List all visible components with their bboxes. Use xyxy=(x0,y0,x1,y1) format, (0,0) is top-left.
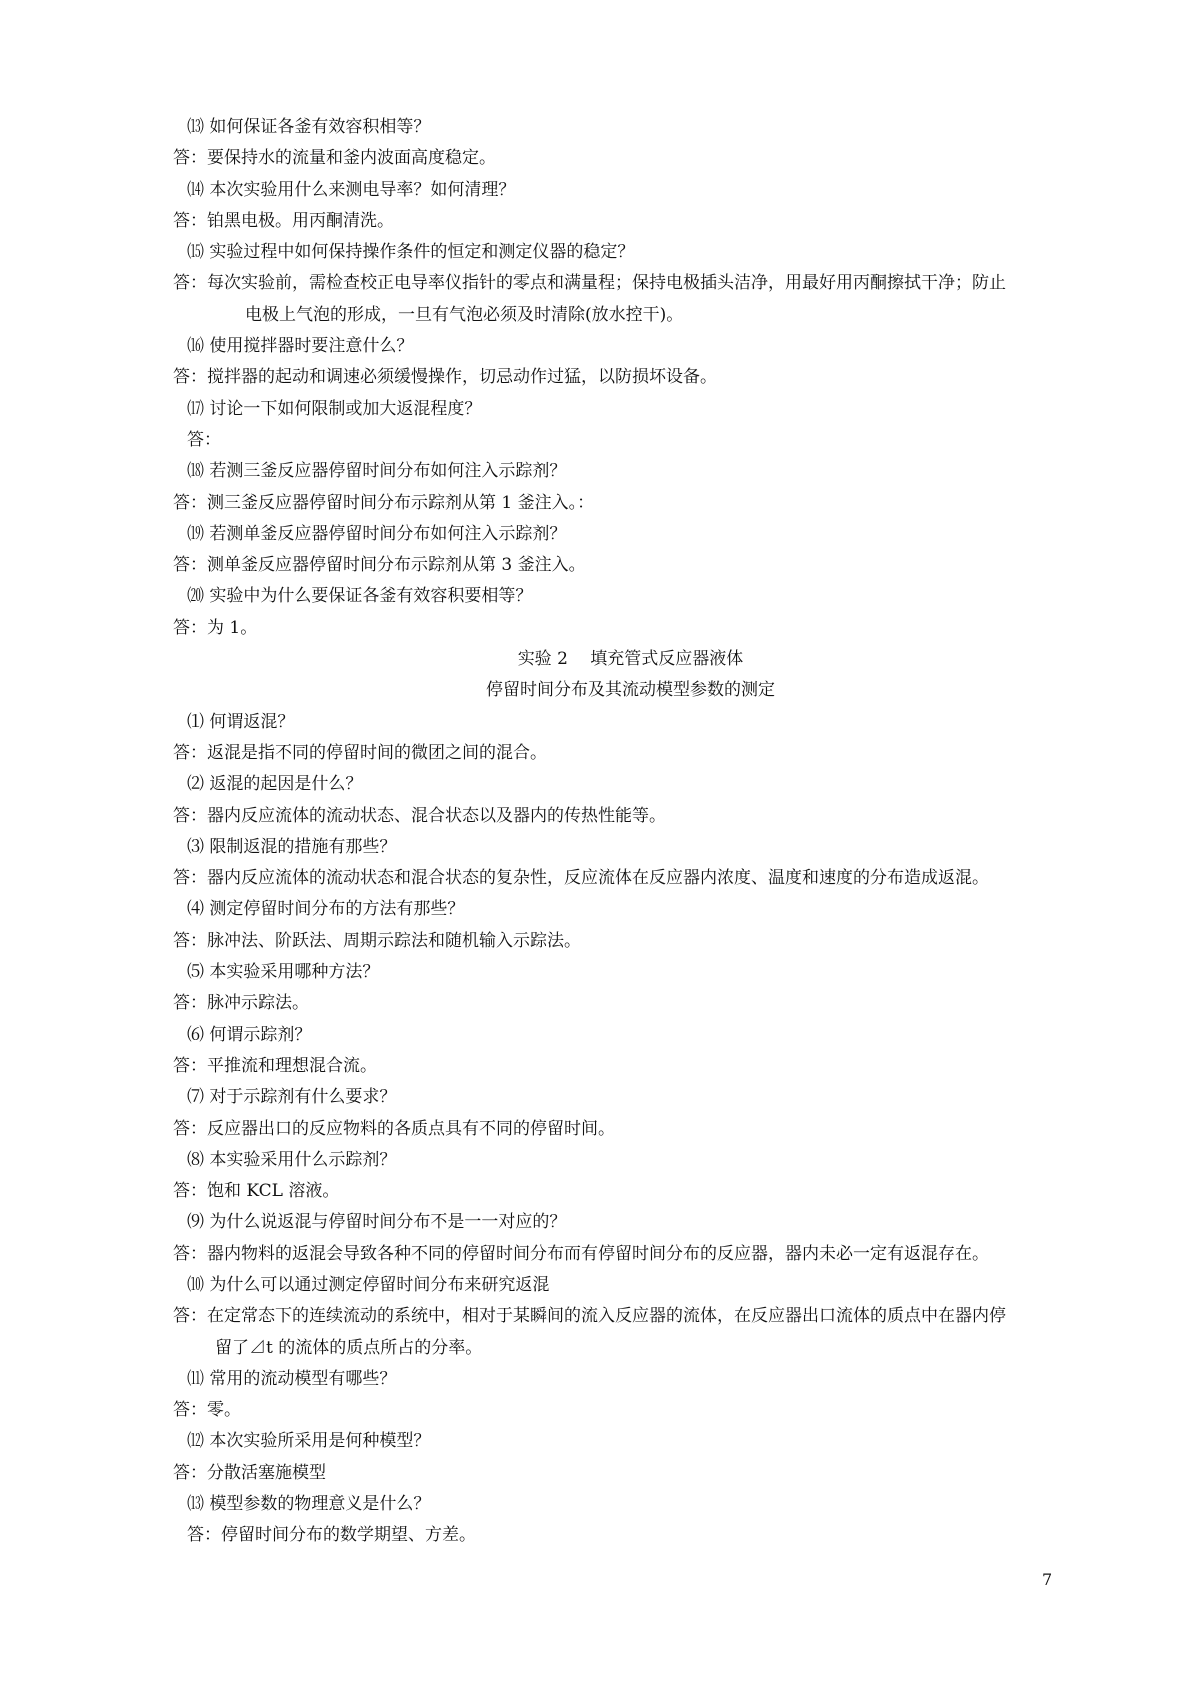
question-line: ⑹ 何谓示踪剂？ xyxy=(187,1024,312,1045)
answer-line: 答：器内反应流体的流动状态和混合状态的复杂性，反应流体在反应器内浓度、温度和速度的分布造成返混。 xyxy=(173,868,989,889)
question-line: ⒇ 实验中为什么要保证各釜有效容积要相等？ xyxy=(187,586,533,607)
question-line: ⒁ 本次实验用什么来测电导率？如何清理？ xyxy=(187,179,516,200)
question-line: ⑷ 测定停留时间分布的方法有那些？ xyxy=(187,899,465,920)
answer-line: 答：为 1。 xyxy=(173,617,258,638)
question-line: ⒂ 实验过程中如何保持操作条件的恒定和测定仪器的稳定？ xyxy=(187,242,635,263)
question-line: ⑾ 常用的流动模型有哪些？ xyxy=(187,1368,397,1389)
answer-line: 答：铂黑电极。用丙酮清洗。 xyxy=(173,210,394,231)
question-line: ⑶ 限制返混的措施有那些？ xyxy=(187,836,397,857)
section-subtitle: 停留时间分布及其流动模型参数的测定 xyxy=(486,680,775,701)
answer-line: 答：脉冲法、阶跃法、周期示踪法和随机输入示踪法。 xyxy=(173,930,581,951)
answer-continuation-line: 留了⊿t 的流体的质点所占的分率。 xyxy=(215,1337,483,1358)
answer-line: 答：饱和 KCL 溶液。 xyxy=(173,1181,340,1202)
question-line: ⒀ 如何保证各釜有效容积相等？ xyxy=(187,117,431,137)
answer-line: 答：器内反应流体的流动状态、混合状态以及器内的传热性能等。 xyxy=(173,805,666,826)
answer-line: 答：分散活塞施模型 xyxy=(173,1462,326,1483)
question-line: ⒆ 若测单釜反应器停留时间分布如何注入示踪剂？ xyxy=(187,523,567,544)
question-line: ⑽ 为什么可以通过测定停留时间分布来研究返混 xyxy=(187,1274,550,1295)
section-title: 实验 2 填充管式反应器液体 xyxy=(517,649,744,670)
answer-line: 答：反应器出口的反应物料的各质点具有不同的停留时间。 xyxy=(173,1118,615,1139)
answer-line: 答：在定常态下的连续流动的系统中，相对于某瞬间的流入反应器的流体，在反应器出口流体的质点中在器内停 xyxy=(173,1306,1006,1327)
question-line: ⒀ 模型参数的物理意义是什么？ xyxy=(187,1494,431,1515)
answer-line: 答： xyxy=(187,429,221,450)
question-line: ⑻ 本实验采用什么示踪剂？ xyxy=(187,1149,397,1170)
question-line: ⑵ 返混的起因是什么？ xyxy=(187,774,363,795)
page-number: 7 xyxy=(1042,1570,1053,1589)
question-line: ⑴ 何谓返混？ xyxy=(187,711,295,732)
answer-continuation-line: 电极上气泡的形成，一旦有气泡必须及时清除(放水控干)。 xyxy=(245,304,684,325)
question-line: ⑿ 本次实验所采用是何种模型？ xyxy=(187,1431,431,1452)
answer-line: 答：零。 xyxy=(173,1400,241,1421)
question-line: ⒄ 讨论一下如何限制或加大返混程度？ xyxy=(187,398,482,419)
question-line: ⑸ 本实验采用哪种方法？ xyxy=(187,962,380,983)
question-line: ⑺ 对于示踪剂有什么要求？ xyxy=(187,1087,397,1108)
answer-line: 答：停留时间分布的数学期望、方差。 xyxy=(187,1525,476,1546)
answer-line: 答：要保持水的流量和釜内波面高度稳定。 xyxy=(173,148,496,169)
answer-line: 答：测单釜反应器停留时间分布示踪剂从第 3 釜注入。 xyxy=(173,555,586,576)
question-line: ⑼ 为什么说返混与停留时间分布不是一一对应的？ xyxy=(187,1212,567,1233)
answer-line: 答：脉冲示踪法。 xyxy=(173,993,309,1014)
answer-line: 答：每次实验前，需检查校正电导率仪指针的零点和满量程；保持电极插头洁净，用最好用丙酮擦拭干净；防止 xyxy=(173,273,1006,294)
answer-line: 答：返混是指不同的停留时间的微团之间的混合。 xyxy=(173,742,547,763)
answer-line: 答：测三釜反应器停留时间分布示踪剂从第 1 釜注入。： xyxy=(173,492,595,513)
answer-line: 答：器内物料的返混会导致各种不同的停留时间分布而有停留时间分布的反应器，器内未必一定有返混存在。 xyxy=(173,1243,989,1264)
answer-line: 答：搅拌器的起动和调速必须缓慢操作，切忌动作过猛，以防损坏设备。 xyxy=(173,367,717,388)
question-line: ⒃ 使用搅拌器时要注意什么？ xyxy=(187,336,414,357)
document-body xyxy=(0,112,1191,1552)
answer-line: 答：平推流和理想混合流。 xyxy=(173,1055,377,1076)
question-line: ⒅ 若测三釜反应器停留时间分布如何注入示踪剂？ xyxy=(187,461,567,482)
